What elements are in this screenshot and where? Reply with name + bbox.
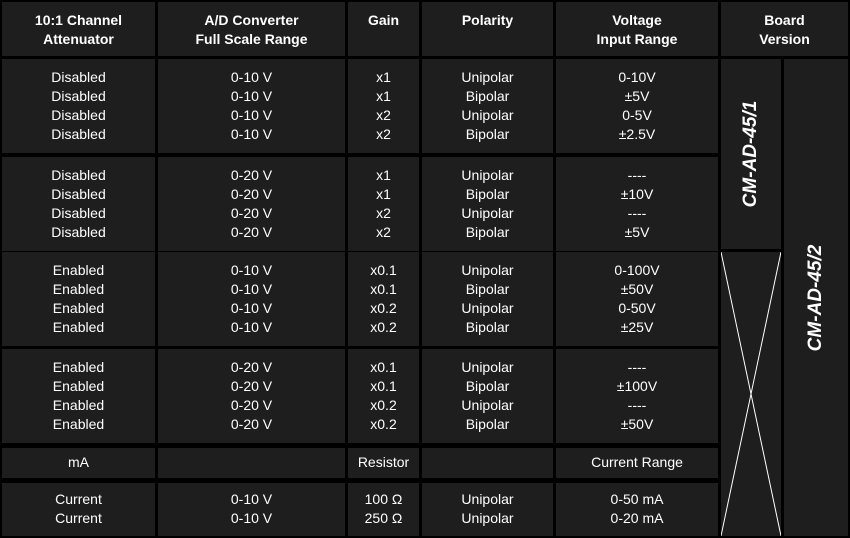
table-cell-polarity: Unipolar bbox=[461, 167, 514, 183]
table-cell-gain: x0.2 bbox=[370, 416, 397, 432]
table-cell-ad-range: 0-20 V bbox=[230, 397, 273, 413]
group-2-voltage-range-cell bbox=[556, 157, 718, 251]
table-cell-attenuator: Enabled bbox=[52, 416, 105, 432]
group-3-attenuator-cell bbox=[2, 252, 155, 346]
table-cell-attenuator: Enabled bbox=[52, 319, 105, 335]
table-cell-ad-range: 0-10 V bbox=[230, 69, 273, 85]
table-cell-gain: x1 bbox=[376, 186, 391, 202]
current-range-label: Current Range bbox=[591, 454, 683, 470]
board-version-1-label: CM-AD-45/1 bbox=[740, 100, 761, 208]
table-cell-gain: x0.2 bbox=[370, 397, 397, 413]
table-cell-attenuator: Disabled bbox=[51, 167, 106, 183]
group-1-attenuator-cell bbox=[2, 59, 155, 153]
table-cell-voltage-range: ±100V bbox=[616, 378, 658, 394]
table-cell-attenuator: Enabled bbox=[52, 359, 105, 375]
table-cell-gain: x2 bbox=[376, 224, 391, 240]
table-cell-ad-range: 0-20 V bbox=[230, 224, 273, 240]
header-board-cell bbox=[721, 2, 848, 56]
table-cell-current-polarity: Unipolar bbox=[461, 510, 514, 526]
table-cell-attenuator: Enabled bbox=[52, 281, 105, 297]
table-cell-ad-range: 0-10 V bbox=[230, 262, 273, 278]
table-cell-ad-range: 0-20 V bbox=[230, 416, 273, 432]
table-cell-current-voltage-range: 0-20 mA bbox=[610, 510, 664, 526]
current-range-header-cell bbox=[556, 448, 718, 478]
current-ad-range-cell bbox=[158, 483, 345, 536]
table-cell-gain: x2 bbox=[376, 126, 391, 142]
resistor-header-cell bbox=[348, 448, 419, 478]
group-4-ad-range-cell bbox=[158, 349, 345, 443]
table-cell-current-ad-range: 0-10 V bbox=[230, 491, 273, 507]
table-cell-current-attenuator: Current bbox=[55, 510, 102, 526]
group-3-voltage-range-cell bbox=[556, 252, 718, 346]
table-cell-current-gain: 250 Ω bbox=[364, 510, 403, 526]
current-polarity-cell bbox=[422, 483, 553, 536]
table-cell-polarity: Bipolar bbox=[465, 281, 510, 297]
header-attenuator-line2: Attenuator bbox=[43, 31, 114, 47]
table-cell-voltage-range: ±50V bbox=[620, 281, 654, 297]
group-3-polarity-cell bbox=[422, 252, 553, 346]
table-cell-attenuator: Disabled bbox=[51, 224, 106, 240]
table-cell-gain: x0.1 bbox=[370, 281, 397, 297]
table-cell-ad-range: 0-10 V bbox=[230, 300, 273, 316]
header-voltage-line1: Voltage bbox=[612, 12, 662, 28]
table-cell-gain: x1 bbox=[376, 69, 391, 85]
not-applicable-cross-icon bbox=[721, 252, 781, 536]
table-cell-ad-range: 0-20 V bbox=[230, 205, 273, 221]
table-cell-polarity: Unipolar bbox=[461, 397, 514, 413]
table-cell-voltage-range: ±25V bbox=[620, 319, 654, 335]
group-3-ad-range-cell bbox=[158, 252, 345, 346]
current-gain-cell bbox=[348, 483, 419, 536]
table-cell-polarity: Unipolar bbox=[461, 359, 514, 375]
group-2-polarity-cell bbox=[422, 157, 553, 251]
table-cell-attenuator: Disabled bbox=[51, 69, 106, 85]
table-cell-ad-range: 0-20 V bbox=[230, 167, 273, 183]
table-cell-polarity: Unipolar bbox=[461, 205, 514, 221]
group-1-voltage-range-cell bbox=[556, 59, 718, 153]
table-cell-voltage-range: 0-10V bbox=[618, 69, 656, 85]
group-2-gain-cell bbox=[348, 157, 419, 251]
table-cell-ad-range: 0-10 V bbox=[230, 281, 273, 297]
table-cell-polarity: Bipolar bbox=[465, 416, 510, 432]
table-cell-ad-range: 0-20 V bbox=[230, 359, 273, 375]
table-cell-polarity: Bipolar bbox=[465, 126, 510, 142]
table-cell-voltage-range: ---- bbox=[627, 397, 647, 413]
table-cell-current-gain: 100 Ω bbox=[364, 491, 403, 507]
table-cell-polarity: Bipolar bbox=[465, 319, 510, 335]
table-cell-current-attenuator: Current bbox=[55, 491, 102, 507]
table-cell-polarity: Bipolar bbox=[465, 88, 510, 104]
group-1-gain-cell bbox=[348, 59, 419, 153]
table-cell-voltage-range: ---- bbox=[627, 167, 647, 183]
ma-header-cell bbox=[2, 448, 155, 478]
table-cell-gain: x0.2 bbox=[370, 319, 397, 335]
table-cell-polarity: Unipolar bbox=[461, 262, 514, 278]
header-polarity-cell bbox=[422, 2, 553, 56]
header-board-line1: Board bbox=[764, 12, 805, 28]
table-cell-polarity: Unipolar bbox=[461, 107, 514, 123]
header-ad-range-line2: Full Scale Range bbox=[195, 31, 308, 47]
header-attenuator-cell bbox=[2, 2, 155, 56]
group-1-polarity-cell bbox=[422, 59, 553, 153]
table-cell-gain: x1 bbox=[376, 88, 391, 104]
table-cell-voltage-range: 0-5V bbox=[622, 107, 652, 123]
ma-header-empty-2 bbox=[422, 448, 553, 478]
header-gain: Gain bbox=[367, 12, 400, 28]
current-voltage-range-cell bbox=[556, 483, 718, 536]
table-cell-gain: x1 bbox=[376, 167, 391, 183]
table-cell-ad-range: 0-20 V bbox=[230, 186, 273, 202]
table-cell-attenuator: Enabled bbox=[52, 262, 105, 278]
resistor-label: Resistor bbox=[357, 454, 410, 470]
table-cell-ad-range: 0-10 V bbox=[230, 88, 273, 104]
board-version-2-label: CM-AD-45/2 bbox=[805, 244, 826, 351]
table-cell-attenuator: Enabled bbox=[52, 300, 105, 316]
table-cell-gain: x0.1 bbox=[370, 262, 397, 278]
board-version-1-cell bbox=[721, 59, 781, 249]
group-4-voltage-range-cell bbox=[556, 349, 718, 443]
table-cell-voltage-range: ±10V bbox=[620, 186, 654, 202]
table-cell-ad-range: 0-10 V bbox=[230, 107, 273, 123]
table-cell-current-ad-range: 0-10 V bbox=[230, 510, 273, 526]
table-cell-attenuator: Disabled bbox=[51, 186, 106, 202]
group-2-attenuator-cell bbox=[2, 157, 155, 251]
group-4-polarity-cell bbox=[422, 349, 553, 443]
table-cell-voltage-range: ±5V bbox=[624, 224, 650, 240]
group-3-gain-cell bbox=[348, 252, 419, 346]
board-version-2-cell bbox=[784, 59, 848, 536]
table-cell-attenuator: Disabled bbox=[51, 88, 106, 104]
table-cell-voltage-range: ---- bbox=[627, 205, 647, 221]
table-cell-gain: x0.1 bbox=[370, 359, 397, 375]
header-gain-cell bbox=[348, 2, 419, 56]
table-cell-ad-range: 0-20 V bbox=[230, 378, 273, 394]
table-cell-voltage-range: ±2.5V bbox=[618, 126, 656, 142]
table-cell-polarity: Unipolar bbox=[461, 300, 514, 316]
table-cell-attenuator: Enabled bbox=[52, 397, 105, 413]
table-cell-polarity: Bipolar bbox=[465, 378, 510, 394]
group-2-ad-range-cell bbox=[158, 157, 345, 251]
header-board-line2: Version bbox=[759, 31, 810, 47]
header-ad-range-line1: A/D Converter bbox=[204, 12, 299, 28]
table-cell-current-voltage-range: 0-50 mA bbox=[610, 491, 664, 507]
header-attenuator-line1: 10:1 Channel bbox=[34, 12, 123, 28]
table-cell-polarity: Bipolar bbox=[465, 224, 510, 240]
table-cell-gain: x2 bbox=[376, 107, 391, 123]
table-cell-voltage-range: ±50V bbox=[620, 416, 654, 432]
current-attenuator-cell bbox=[2, 483, 155, 536]
table-cell-attenuator: Disabled bbox=[51, 205, 106, 221]
table-cell-gain: x0.2 bbox=[370, 300, 397, 316]
board-na-cell bbox=[721, 252, 781, 536]
table-cell-gain: x0.1 bbox=[370, 378, 397, 394]
ma-header-empty-1 bbox=[158, 448, 345, 478]
table-cell-polarity: Unipolar bbox=[461, 69, 514, 85]
group-4-attenuator-cell bbox=[2, 349, 155, 443]
group-1-ad-range-cell bbox=[158, 59, 345, 153]
header-voltage-cell bbox=[556, 2, 718, 56]
ma-label: mA bbox=[68, 454, 89, 470]
table-cell-voltage-range: 0-100V bbox=[614, 262, 660, 278]
table-cell-voltage-range: 0-50V bbox=[618, 300, 656, 316]
table-cell-ad-range: 0-10 V bbox=[230, 319, 273, 335]
table-cell-attenuator: Disabled bbox=[51, 107, 106, 123]
header-polarity: Polarity bbox=[461, 12, 514, 28]
table-cell-attenuator: Disabled bbox=[51, 126, 106, 142]
header-voltage-line2: Input Range bbox=[596, 31, 678, 47]
table-cell-current-polarity: Unipolar bbox=[461, 491, 514, 507]
table-cell-voltage-range: ±5V bbox=[624, 88, 650, 104]
table-cell-voltage-range: ---- bbox=[627, 359, 647, 375]
table-cell-ad-range: 0-10 V bbox=[230, 126, 273, 142]
table-cell-attenuator: Enabled bbox=[52, 378, 105, 394]
table-cell-polarity: Bipolar bbox=[465, 186, 510, 202]
header-ad-range-cell bbox=[158, 2, 345, 56]
table-cell-gain: x2 bbox=[376, 205, 391, 221]
group-4-gain-cell bbox=[348, 349, 419, 443]
